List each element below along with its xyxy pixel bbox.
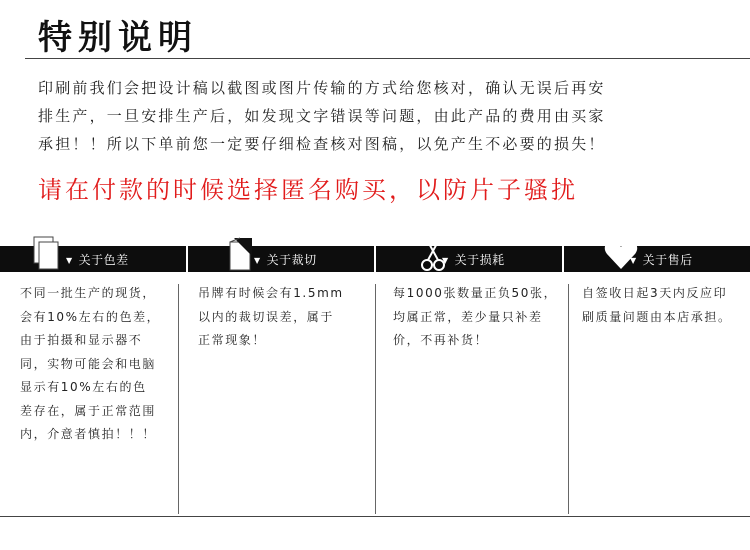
tab-label — [630, 251, 693, 268]
text-line: 以内的裁切误差，属于 — [198, 309, 335, 324]
tab-color-difference — [0, 246, 188, 272]
intro-line: 承担！！所以下单前您一定要仔细检查核对图稿，以免产生不必要的损失！ — [38, 135, 606, 153]
tab-label — [442, 251, 505, 268]
text-line: 不同一批生产的现货， — [20, 286, 157, 300]
info-columns — [0, 272, 750, 512]
tab-label-text: 关于裁切 — [266, 253, 317, 267]
cut-sheet-icon — [228, 236, 254, 272]
text-line: 差存在，属于正常范围 — [20, 403, 157, 418]
loss-text — [393, 282, 568, 512]
text-line: 同，实物可能会和电脑 — [20, 356, 157, 371]
text-line: 刷质量问题由本店承担。 — [582, 309, 732, 324]
tab-label-text: 关于售后 — [642, 253, 693, 267]
title-divider — [25, 58, 750, 59]
text-line: 由于拍摄和显示器不 — [20, 333, 143, 347]
text-line: 每1000张数量正负50张， — [393, 286, 558, 300]
cutting-text — [198, 282, 373, 512]
paper-stack-icon — [33, 236, 59, 270]
tab-label-text: 关于色差 — [78, 253, 129, 267]
bottom-divider — [0, 516, 750, 517]
tab-after-sales — [564, 246, 750, 272]
text-line: 吊牌有时候会有1.5mm — [198, 286, 344, 300]
triangle-right-icon: ▼ — [254, 256, 261, 265]
text-line: 正常现象！ — [198, 333, 267, 347]
section-header-bar — [0, 246, 750, 272]
triangle-right-icon: ▼ — [66, 256, 73, 265]
text-line: 显示有10%左右的色 — [20, 380, 147, 394]
intro-line: 排生产，一旦安排生产后，如发现文字错误等问题，由此产品的费用由买家 — [38, 107, 606, 125]
tab-label — [254, 251, 317, 268]
intro-paragraph — [38, 74, 738, 158]
tab-label — [66, 251, 129, 268]
intro-line: 印刷前我们会把设计稿以截图或图片传输的方式给您核对，确认无误后再安 — [38, 79, 606, 97]
text-line: 均属正常，差少量只补差 — [393, 309, 543, 324]
text-line: 自签收日起3天内反应印 — [582, 286, 728, 300]
text-line: 会有10%左右的色差， — [20, 309, 161, 324]
page-title: 特别说明 — [38, 18, 198, 58]
color-difference-text — [20, 282, 175, 512]
triangle-right-icon: ▼ — [442, 256, 449, 265]
anonymous-purchase-warning: 请在付款的时候选择匿名购买，以防片子骚扰 — [38, 176, 578, 204]
triangle-right-icon: ▼ — [630, 256, 637, 265]
text-line: 内，介意者慎拍！！！ — [20, 427, 157, 441]
after-sales-text — [582, 282, 747, 512]
tab-cutting — [188, 246, 376, 272]
text-line: 价，不再补货！ — [393, 333, 489, 347]
tab-label-text: 关于损耗 — [454, 253, 505, 267]
tab-loss — [376, 246, 564, 272]
